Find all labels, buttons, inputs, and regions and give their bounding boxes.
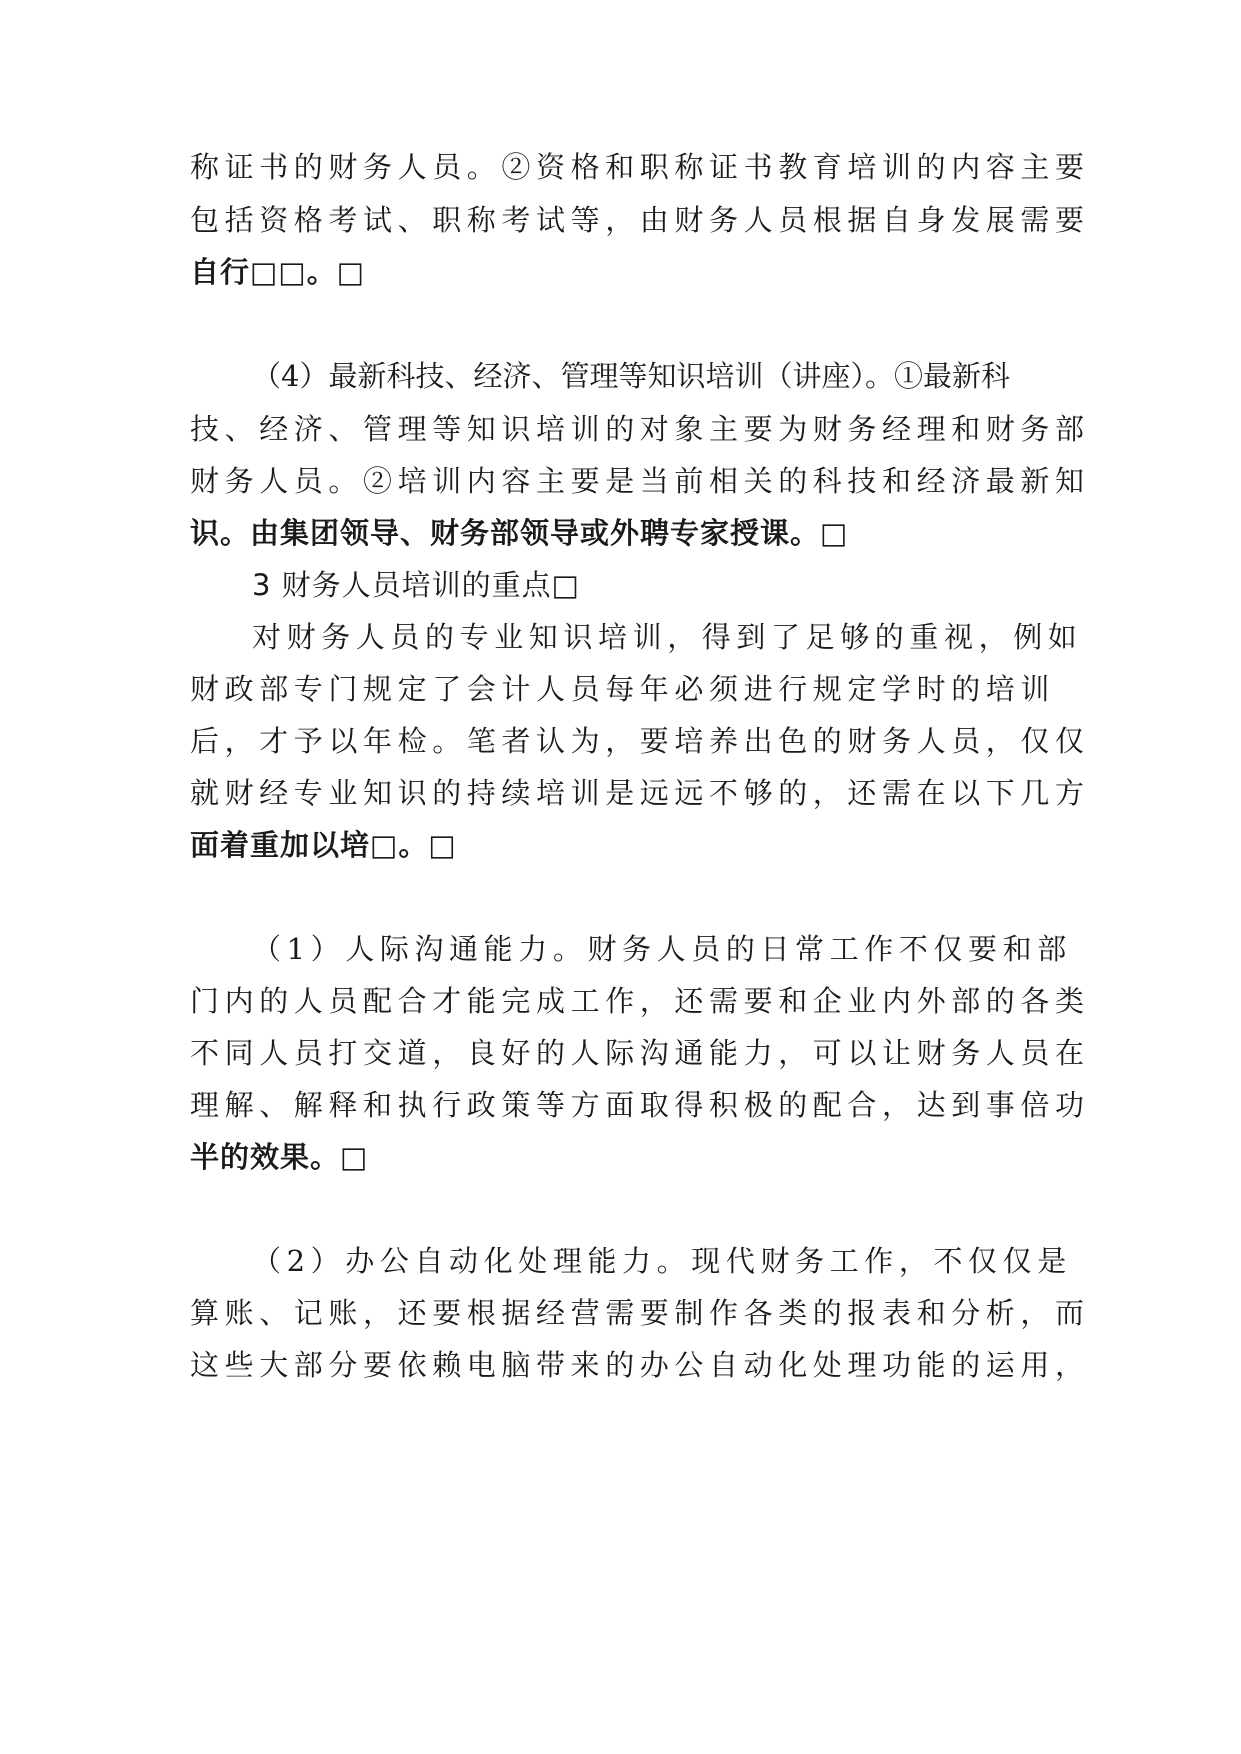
- paragraph-line: 这些大部分要依赖电脑带来的办公自动化处理功能的运用，: [190, 1348, 1090, 1382]
- paragraph-line: 理解、解释和执行政策等方面取得积极的配合，达到事倍功: [190, 1088, 1090, 1122]
- paragraph-line: 技、经济、管理等知识培训的对象主要为财务经理和财务部: [190, 412, 1090, 446]
- paragraph-line: 后，才予以年检。笔者认为，要培养出色的财务人员，仅仅: [190, 724, 1090, 758]
- paragraph-line: 识。由集团领导、财务部领导或外聘专家授课。□: [190, 516, 849, 550]
- paragraph-line: 财务人员。②培训内容主要是当前相关的科技和经济最新知: [190, 464, 1090, 498]
- paragraph-line: （2）办公自动化处理能力。现代财务工作，不仅仅是: [252, 1244, 1072, 1278]
- paragraph-line: （1）人际沟通能力。财务人员的日常工作不仅要和部: [252, 932, 1072, 966]
- paragraph-line: 门内的人员配合才能完成工作，还需要和企业内外部的各类: [190, 984, 1090, 1018]
- paragraph-line: 包括资格考试、职称考试等，由财务人员根据自身发展需要: [190, 203, 1090, 237]
- section-heading: 3 财务人员培训的重点□: [252, 568, 581, 602]
- paragraph-line: 对财务人员的专业知识培训，得到了足够的重视，例如: [252, 620, 1083, 654]
- paragraph-line: 就财经专业知识的持续培训是远远不够的，还需在以下几方: [190, 776, 1090, 810]
- paragraph-line: 面着重加以培□。□: [190, 828, 457, 862]
- paragraph-line: 称证书的财务人员。②资格和职称证书教育培训的内容主要: [190, 150, 1090, 184]
- paragraph-line: 算账、记账，还要根据经营需要制作各类的报表和分析，而: [190, 1296, 1090, 1330]
- paragraph-line: 不同人员打交道，良好的人际沟通能力，可以让财务人员在: [190, 1036, 1090, 1070]
- paragraph-line: （4）最新科技、经济、管理等知识培训（讲座）。①最新科: [252, 359, 1010, 393]
- paragraph-line: 自行□□。□: [190, 255, 366, 289]
- paragraph-line: 半的效果。□: [190, 1140, 369, 1174]
- paragraph-line: 财政部专门规定了会计人员每年必须进行规定学时的培训: [190, 672, 1056, 706]
